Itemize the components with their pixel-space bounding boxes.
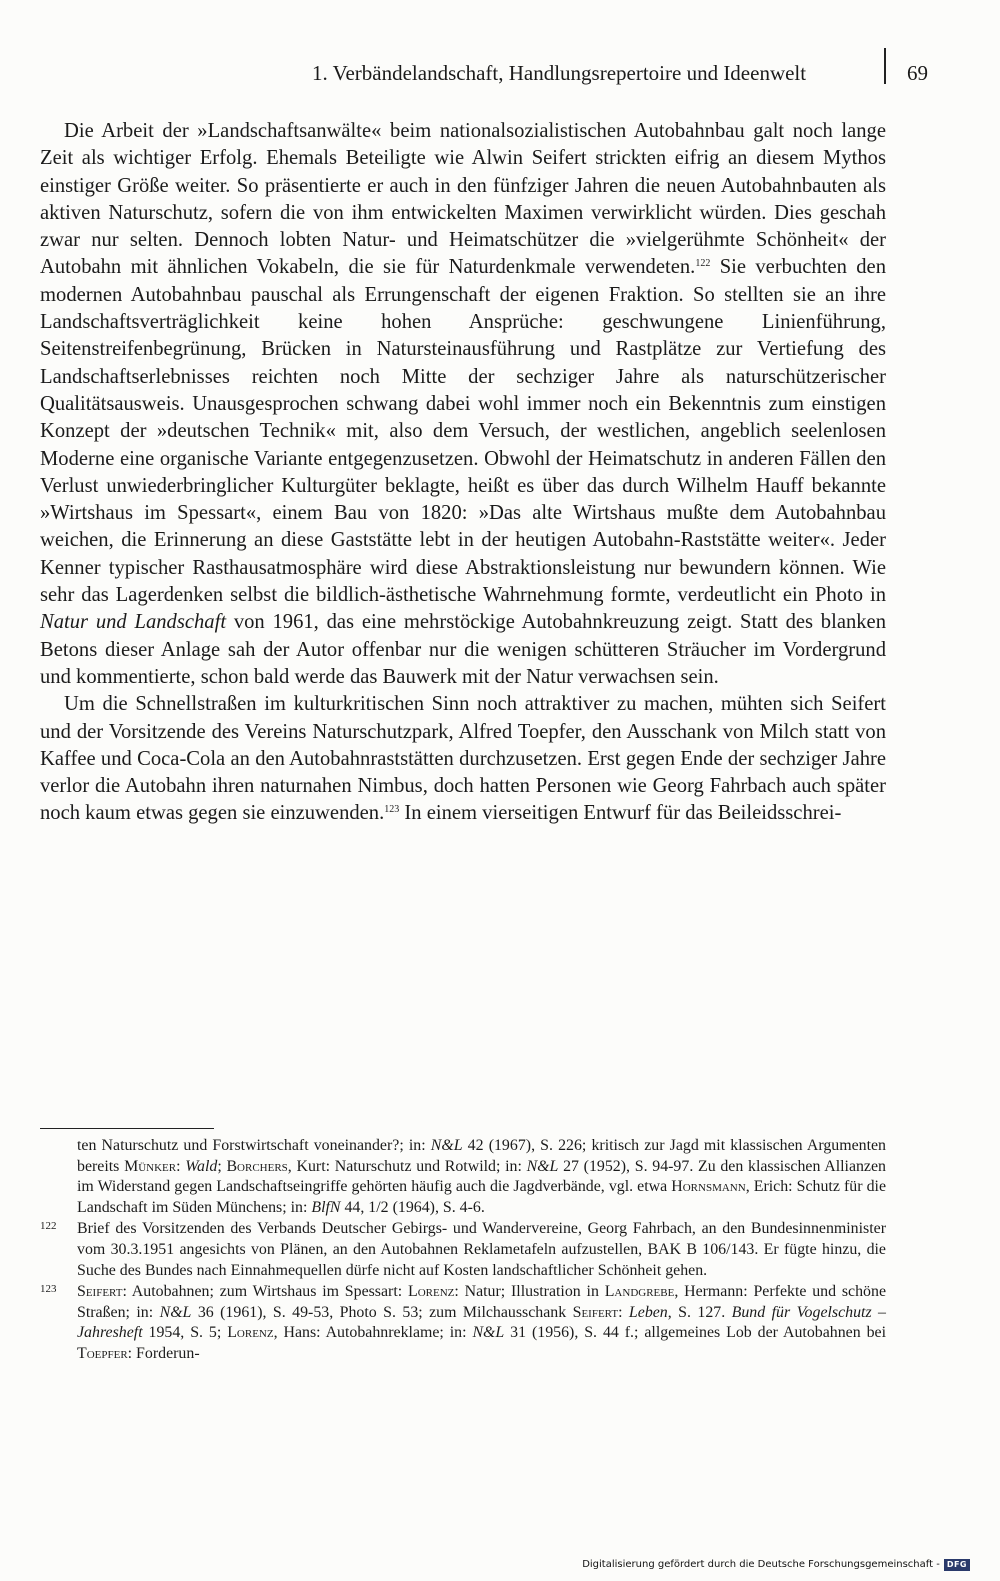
footnote-separator (40, 1128, 214, 1129)
running-header (312, 58, 928, 88)
running-title: 1. Verbändelandschaft, Handlungsrepertoire und Ideenwelt (312, 61, 807, 85)
page-number: 69 (907, 61, 928, 85)
dfg-logo: DFG (944, 1559, 970, 1571)
footnote-number: 122 (40, 1220, 57, 1233)
header-divider (884, 48, 886, 84)
periodical-title: Natur und Landschaft (40, 611, 227, 634)
main-text (40, 118, 886, 828)
footnote-123: 123 Seifert: Autobahnen; zum Wirtshaus im Spessart: Lorenz: Natur; Illustration in Landgrebe, Hermann: Perfekte und schöne Straßen; in: N&L 36 (1961), S. 49-53, Photo S. 53; zum Milchausschank Seifert: Leben, S. 127. Bund für Vogelschutz – Jahresheft 1954, S. 5; Lorenz, Hans: Autobahnreklame; in: N&L 31 (1956), S. 44 f.; allgemeines Lob der Autobahnen bei Toepfer: Forderun- (40, 1283, 887, 1362)
footnote-ref[interactable]: 122 (695, 258, 711, 270)
digitization-credit (582, 1556, 970, 1574)
footnote-number: 123 (40, 1283, 57, 1296)
paragraph: Die Arbeit der »Landschaftsanwälte« beim nationalsozialistischen Autobahnbau galt noch lange Zeit als wichtiger Erfolg. Ehemals Beteiligte wie Alwin Seifert strickten eifrig an diesem Mythos einstiger Größe weiter. So präsentierte er auch in den fünfziger Jahren die neuen Autobahnbauten als aktiven Naturschutz, sofern die von ihm entwickelten Maximen verwirklicht würden. Dies geschah zwar nur selten. Dennoch lobten Natur- und Heimatschützer die »vielgerühmte Schönheit« der Autobahn mit ähnlichen Vokabeln, die sie für Naturdenkmale verwendeten.$^{122}$ Sie verbuchten den modernen Autobahnbau pauschal als Errungenschaft der eigenen Fraktion. So stellten sie an ihre Landschaftsverträglichkeit keine hohen Ansprüche: geschwungene Linienführung, Seitenstreifenbegrünung, Brücken in Natursteinausführung und Rastplätze zur Vertiefung des Landschaftserlebnisses reichten noch Mitte der sechziger Jahre als naturschützerischer Qualitätsausweis. Unausgesprochen schwang dabei wohl immer noch ein Bekenntnis zum einstigen Konzept der »deutschen Technik« mit, also dem Versuch, der westlichen, angeblich seelenlosen Moderne eine organische Variante entgegenzusetzen. Obwohl der Heimatschutz in anderen Fällen den Verlust unwiederbringlicher Kulturgüter beklagte, heißt es über das durch Wilhelm Hauff bekannte »Wirtshaus im Spessart«, einem Bau von 1820: »Das alte Wirtshaus mußte dem Autobahnbau weichen, die Erinnerung an diese Gaststätte lebt in der heutigen Autobahn-Raststätte weiter«. Jeder Kenner typischer Rasthausatmosphäre wird diese Abstraktionsleistung nur bewundern können. Wie sehr das Lagerdenken selbst die bildlich-ästhetische Wahrnehmung formte, verdeutlicht ein Photo in Natur und Landschaft von 1961, das eine mehrstöckige Autobahnkreuzung zeigt. Statt des blanken Betons dieser Anlage sah der Autor offenbar nur die wenigen schütteren Sträucher im Vordergrund und kommentierte, schon bald werde das Bauwerk mit der Natur verwachsen sein. (40, 120, 886, 688)
footnote-continued: ten Naturschutz und Forstwirtschaft voneinander?; in: N&L 42 (1967), S. 226; kritisch zur Jagd mit klassischen Argumenten bereits Münker: Wald; Borchers, Kurt: Naturschutz und Rotwild; in: N&L 27 (1952), S. 94-97. Zu den klassischen Allianzen im Widerstand gegen Landschaftseingriffe gehörten häufig auch die Jagdverbände, vgl. etwa Hornsmann, Erich: Schutz für die Landschaft im Süden Münchens; in: BlfN 44, 1/2 (1964), S. 4-6. (77, 1137, 886, 1216)
credit-text: Digitalisierung gefördert durch die Deutsche Forschungsgemeinschaft - (582, 1559, 940, 1570)
paragraph: Um die Schnellstraßen im kulturkritischen Sinn noch attraktiver zu machen, mühten sich Seifert und der Vorsitzende des Vereins Naturschutzpark, Alfred Toepfer, den Ausschank von Milch statt von Kaffee und Coca-Cola an den Autobahnraststätten durchzusetzen. Erst gegen Ende der sechziger Jahre verlor die Autobahn ihren naturnahen Nimbus, doch hatten Personen wie Georg Fahrbach auch später noch kaum etwas gegen sie einzuwenden.$^{123}$ In einem vierseitigen Entwurf für das Beileidsschrei- (40, 693, 886, 825)
footnote-122: 122 Brief des Vorsitzenden des Verbands Deutscher Gebirgs- und Wandervereine, Georg Fahrbach, an den Bundesinnenminister vom 30.3.1951 angesichts von Plänen, an den Autobahnen Reklametafeln aufzustellen, BAK B 106/143. Er fügte hinzu, die Suche des Bundes nach Einnahmequellen dürfe nicht auf Kosten landschaftlicher Schönheit gehen. (40, 1220, 886, 1279)
footnotes (40, 1136, 886, 1365)
footnote-ref[interactable]: 123 (384, 804, 400, 816)
